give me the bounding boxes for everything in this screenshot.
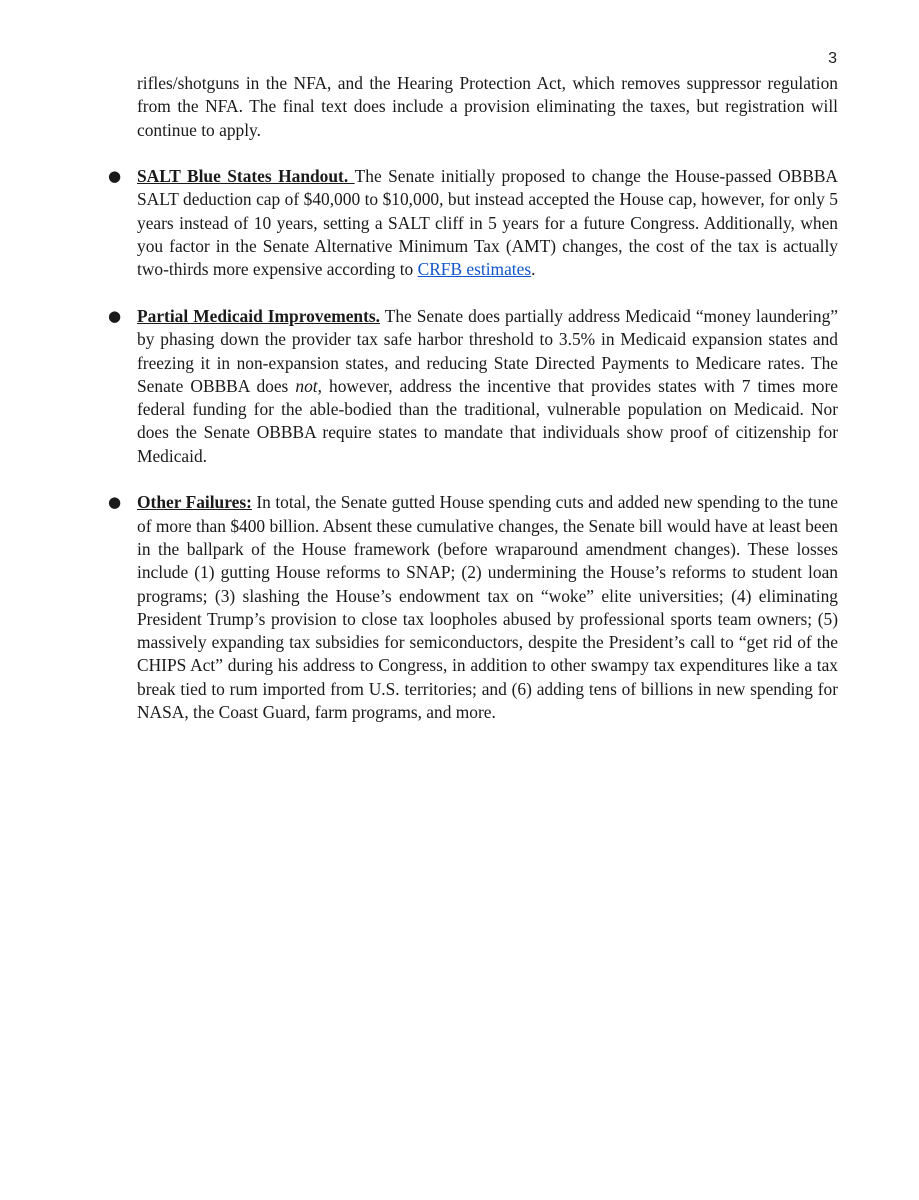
bullet-heading-other-failures: Other Failures: <box>137 492 252 513</box>
bullet-text-salt-end: . <box>531 259 536 280</box>
bullet-heading-salt: SALT Blue States Handout. <box>137 166 355 187</box>
bullet-marker: ● <box>108 493 122 512</box>
paragraph-spacer <box>137 282 838 305</box>
paragraph-spacer <box>137 468 838 491</box>
bullet-medicaid <box>108 305 838 468</box>
bullet-text-other-failures: In total, the Senate gutted House spending cuts and added new spending to the tune of more than $400 billion. Absent these cumulative changes, the Senate bill would have at least been in the ballpark of the House framework (before wraparound amendment changes). These losses include (1) gutting House reforms to SNAP; (2) undermining the House’s reforms to student loan programs; (3) slashing the House’s endowment tax on “woke” elite universities; (4) eliminating President Trump’s provision to close tax loopholes abused by professional sports team owners; (5) massively expanding tax subsidies for semiconductors, despite the President’s call to “get rid of the CHIPS Act” during his address to Congress, in addition to other swampy tax expenditures like a tax break tied to rum imported from U.S. territories; and (6) adding tens of billions in new spending for NASA, the Coast Guard, farm programs, and more. <box>137 492 839 723</box>
document-body <box>108 72 839 724</box>
bullet-text-medicaid-b: , however, address the incentive that provides states with 7 times more federal funding for the able-bodied than the traditional, vulnerable population on Medicaid. Nor does the Senate OBBBA require states to mandate that individuals show proof of citizenship for Medicaid. <box>137 375 838 466</box>
bullet-heading-medicaid: Partial Medicaid Improvements. <box>137 305 380 326</box>
bullet-marker: ● <box>108 167 122 186</box>
bullet-salt <box>108 165 838 281</box>
crfb-estimates-link[interactable]: CRFB estimates <box>417 259 532 280</box>
bullet-text-medicaid-a: The Senate does partially address Medicaid “money laundering” by phasing down the provider tax safe harbor threshold to 3.5% in Medicaid expansion states and freezing it in non-expansion states, and reducing State Directed Payments to Medicare rates. The Senate OBBBA does <box>137 305 838 396</box>
intro-paragraph: rifles/shotguns in the NFA, and the Hearing Protection Act, which removes suppressor regulation from the NFA. The final text does include a provision eliminating the taxes, but registration will continue to apply. <box>137 73 838 140</box>
bullet-other-failures <box>108 491 839 724</box>
bullet-emphasis-not: not <box>295 375 318 396</box>
page-number: 3 <box>828 50 837 67</box>
paragraph-spacer <box>137 142 838 165</box>
bullet-marker: ● <box>108 306 122 325</box>
bullet-text-salt: The Senate initially proposed to change the House-passed OBBBA SALT deduction cap of $40,000 to $10,000, but instead accepted the House cap, however, for only 5 years instead of 10 years, setting a SALT cliff in 5 years for a future Congress. Additionally, when you factor in the Senate Alternative Minimum Tax (AMT) changes, the cost of the tax is actually two-thirds more expensive according to <box>137 166 838 280</box>
